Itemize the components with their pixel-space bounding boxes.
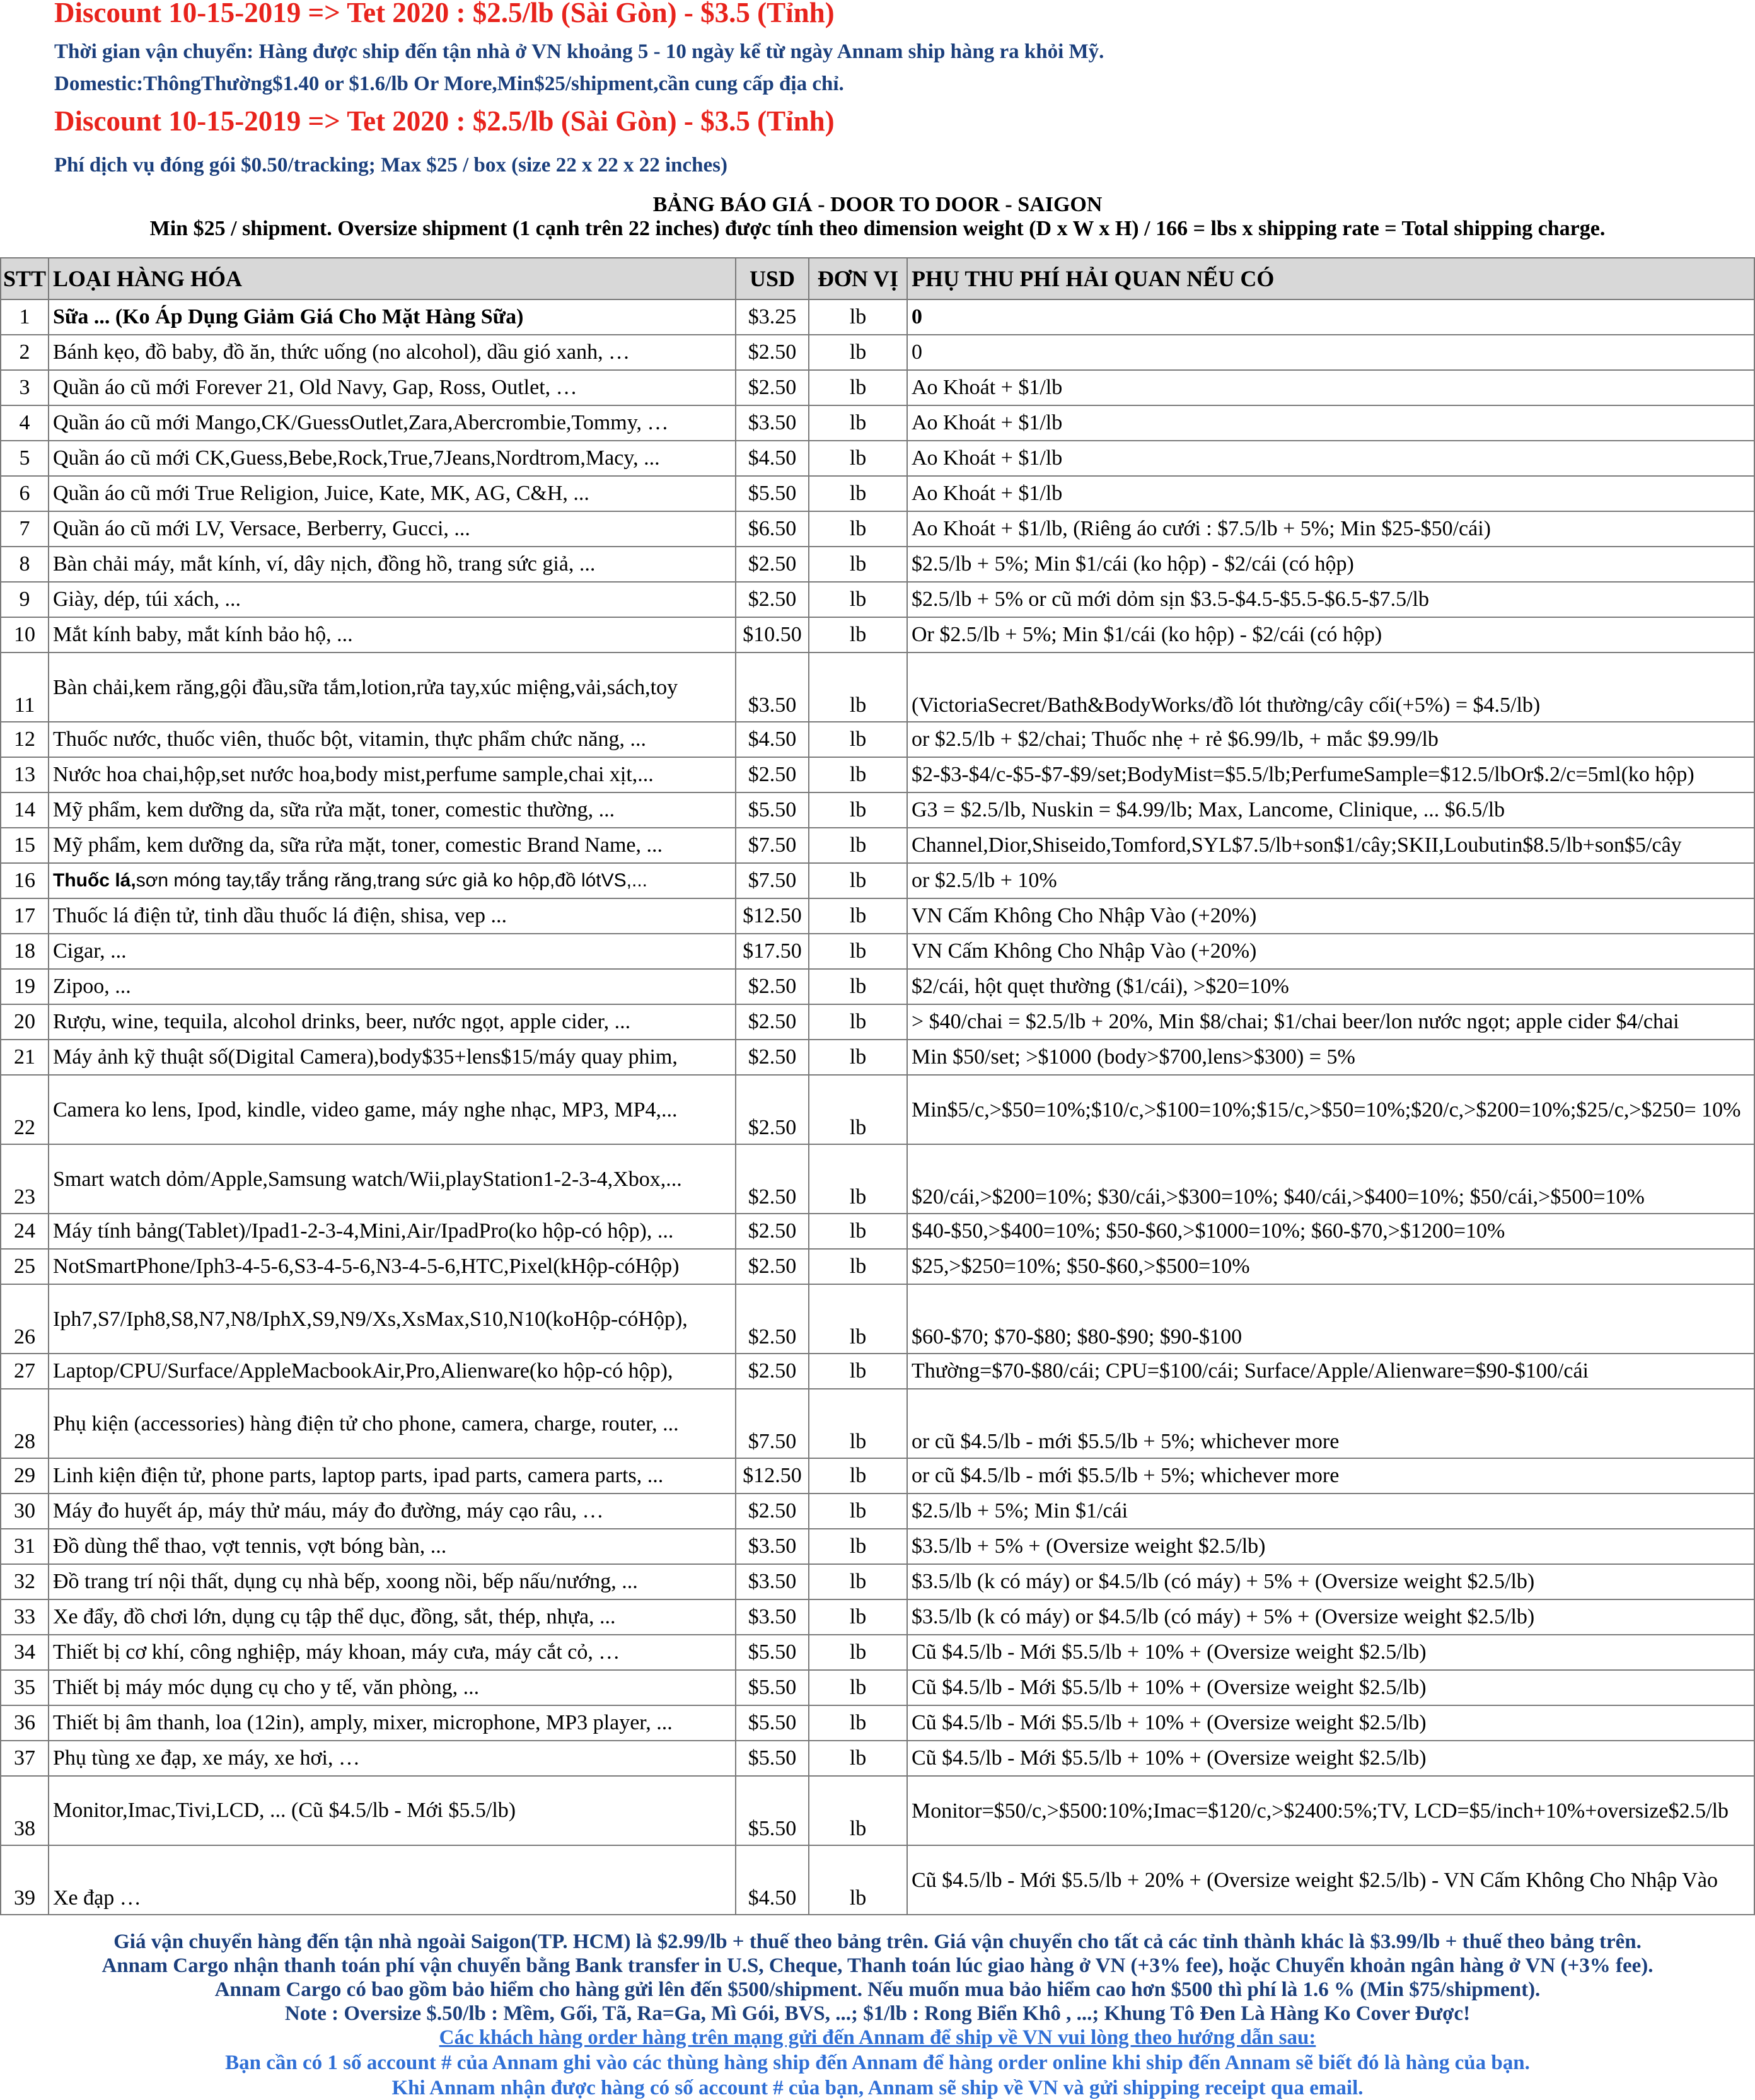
row-stt: 14 xyxy=(1,792,49,828)
row-usd: $3.50 xyxy=(736,1529,809,1564)
table-row xyxy=(1,1529,1754,1564)
footer-order-instructions-title: Các khách hàng order hàng trên mạng gửi đến Annam để ship về VN vui lòng theo hướng dẫn sau: xyxy=(439,2026,1316,2049)
row-surcharge: Ao Khoát + $1/lb, (Riêng áo cưới : $7.5/lb + 5%; Min $25-$50/cái) xyxy=(907,511,1754,547)
row-surcharge: Cũ $4.5/lb - Mới $5.5/lb + 10% + (Oversize weight $2.5/lb) xyxy=(907,1705,1754,1741)
column-header-item: LOẠI HÀNG HÓA xyxy=(49,258,736,299)
row-stt: 15 xyxy=(1,828,49,863)
row-item-rest: sơn móng tay,tẩy trắng răng,trang sức giả ko hộp,đồ lótVS,... xyxy=(136,870,647,891)
shipping-time-note: Thời gian vận chuyển: Hàng được ship đến tận nhà ở VN khoảng 5 - 10 ngày kể từ ngày Annam ship hàng ra khỏi Mỹ. xyxy=(54,40,1104,63)
row-usd: $3.50 xyxy=(736,1564,809,1599)
row-surcharge: $60-$70; $70-$80; $80-$90; $90-$100 xyxy=(907,1284,1754,1354)
row-usd: $2.50 xyxy=(736,1354,809,1389)
row-unit: lb xyxy=(809,1075,907,1144)
row-surcharge: 0 xyxy=(907,335,1754,370)
row-unit: lb xyxy=(809,828,907,863)
row-surcharge: $3.5/lb + 5% + (Oversize weight $2.5/lb) xyxy=(907,1529,1754,1564)
row-usd: $5.50 xyxy=(736,1776,809,1845)
table-row xyxy=(1,547,1754,582)
row-item: Sữa ... (Ko Áp Dụng Giảm Giá Cho Mặt Hàng Sữa) xyxy=(49,299,736,335)
row-item: Máy ảnh kỹ thuật số(Digital Camera),body$35+lens$15/máy quay phim, xyxy=(49,1040,736,1075)
oversize-note: Min $25 / shipment. Oversize shipment (1 cạnh trên 22 inches) được tính theo dimension weight (D x W x H) / 166 = lbs x shipping rate = Total shipping charge. xyxy=(149,217,1606,240)
row-stt: 10 xyxy=(1,617,49,653)
row-item: Quần áo cũ mới Forever 21, Old Navy, Gap, Ross, Outlet, … xyxy=(49,370,736,405)
row-usd: $7.50 xyxy=(736,828,809,863)
row-item: Xe đẩy, đồ chơi lớn, dụng cụ tập thể dục, đồng, sắt, thép, nhựa, ... xyxy=(49,1599,736,1635)
footer-payment-methods: Annam Cargo nhận thanh toán phí vận chuyển bằng Bank transfer in U.S, Cheque, Thanh toán lúc giao hàng ở VN (+3% fee), hoặc Chuyển khoản ngân hàng ở VN (+3% fee). xyxy=(101,1954,1654,1977)
row-stt: 31 xyxy=(1,1529,49,1564)
row-surcharge: $20/cái,>$200=10%; $30/cái,>$300=10%; $40/cái,>$400=10%; $50/cái,>$500=10% xyxy=(907,1144,1754,1214)
row-stt: 18 xyxy=(1,934,49,969)
row-unit: lb xyxy=(809,792,907,828)
row-item: Thuốc lá điện tử, tinh dầu thuốc lá điện, shisa, vep ... xyxy=(49,898,736,934)
row-surcharge: Cũ $4.5/lb - Mới $5.5/lb + 10% + (Oversize weight $2.5/lb) xyxy=(907,1670,1754,1705)
table-row xyxy=(1,1741,1754,1776)
row-unit: lb xyxy=(809,511,907,547)
row-unit: lb xyxy=(809,653,907,722)
discount-banner-second: Discount 10-15-2019 => Tet 2020 : $2.5/lb (Sài Gòn) - $3.5 (Tỉnh) xyxy=(54,105,835,137)
row-usd: $7.50 xyxy=(736,863,809,898)
table-row xyxy=(1,1040,1754,1075)
table-row xyxy=(1,1776,1754,1845)
row-stt: 21 xyxy=(1,1040,49,1075)
row-unit: lb xyxy=(809,1040,907,1075)
row-unit: lb xyxy=(809,1599,907,1635)
row-usd: $17.50 xyxy=(736,934,809,969)
row-item: Quần áo cũ mới Mango,CK/GuessOutlet,Zara,Abercrombie,Tommy, … xyxy=(49,405,736,441)
row-unit: lb xyxy=(809,757,907,792)
row-item: Thiết bị máy móc dụng cụ cho y tế, văn phòng, ... xyxy=(49,1670,736,1705)
row-item: NotSmartPhone/Iph3-4-5-6,S3-4-5-6,N3-4-5-6,HTC,Pixel(kHộp-cóHộp) xyxy=(49,1249,736,1284)
table-row xyxy=(1,617,1754,653)
row-surcharge: $25,>$250=10%; $50-$60,>$500=10% xyxy=(907,1249,1754,1284)
row-stt: 29 xyxy=(1,1458,49,1494)
row-usd: $2.50 xyxy=(736,582,809,617)
table-row xyxy=(1,1354,1754,1389)
table-row xyxy=(1,582,1754,617)
row-surcharge: Ao Khoát + $1/lb xyxy=(907,370,1754,405)
row-usd: $3.25 xyxy=(736,299,809,335)
row-item: Monitor,Imac,Tivi,LCD, ... (Cũ $4.5/lb - Mới $5.5/lb) xyxy=(49,1776,736,1845)
table-row xyxy=(1,1494,1754,1529)
row-surcharge: > $40/chai = $2.5/lb + 20%, Min $8/chai; $1/chai beer/lon nước ngọt; apple cider $4/chai xyxy=(907,1004,1754,1040)
row-usd: $12.50 xyxy=(736,1458,809,1494)
row-surcharge: $2.5/lb + 5%; Min $1/cái (ko hộp) - $2/cái (có hộp) xyxy=(907,547,1754,582)
row-unit: lb xyxy=(809,1845,907,1915)
row-stt: 16 xyxy=(1,863,49,898)
table-row xyxy=(1,299,1754,335)
row-stt: 20 xyxy=(1,1004,49,1040)
table-row xyxy=(1,1670,1754,1705)
row-item: Zipoo, ... xyxy=(49,969,736,1004)
row-surcharge: Monitor=$50/c,>$500:10%;Imac=$120/c,>$2400:5%;TV, LCD=$5/inch+10%+oversize$2.5/lb xyxy=(907,1776,1754,1845)
row-surcharge: Ao Khoát + $1/lb xyxy=(907,405,1754,441)
row-surcharge: 0 xyxy=(907,299,1754,335)
row-usd: $2.50 xyxy=(736,370,809,405)
row-surcharge: Thường=$70-$80/cái; CPU=$100/cái; Surface/Apple/Alienware=$90-$100/cái xyxy=(907,1354,1754,1389)
row-usd: $3.50 xyxy=(736,1599,809,1635)
row-usd: $2.50 xyxy=(736,1144,809,1214)
row-surcharge: $40-$50,>$400=10%; $50-$60,>$1000=10%; $60-$70,>$1200=10% xyxy=(907,1214,1754,1249)
row-stt: 23 xyxy=(1,1144,49,1214)
row-item xyxy=(49,863,736,898)
row-surcharge: $2.5/lb + 5%; Min $1/cái xyxy=(907,1494,1754,1529)
table-row xyxy=(1,405,1754,441)
table-row xyxy=(1,1389,1754,1458)
table-row xyxy=(1,1144,1754,1214)
table-row xyxy=(1,1845,1754,1915)
row-stt: 35 xyxy=(1,1670,49,1705)
table-row xyxy=(1,863,1754,898)
row-unit: lb xyxy=(809,1144,907,1214)
table-row xyxy=(1,969,1754,1004)
row-stt: 17 xyxy=(1,898,49,934)
row-unit: lb xyxy=(809,722,907,757)
row-unit: lb xyxy=(809,441,907,476)
row-item: Đồ dùng thể thao, vợt tennis, vợt bóng bàn, ... xyxy=(49,1529,736,1564)
table-row xyxy=(1,1564,1754,1599)
row-usd: $2.50 xyxy=(736,757,809,792)
row-usd: $2.50 xyxy=(736,1040,809,1075)
row-stt: 11 xyxy=(1,653,49,722)
row-unit: lb xyxy=(809,1635,907,1670)
row-unit: lb xyxy=(809,1249,907,1284)
row-item: Cigar, ... xyxy=(49,934,736,969)
row-item: Máy tính bảng(Tablet)/Ipad1-2-3-4,Mini,Air/IpadPro(ko hộp-có hộp), ... xyxy=(49,1214,736,1249)
table-row xyxy=(1,828,1754,863)
row-usd: $2.50 xyxy=(736,547,809,582)
row-surcharge: (VictoriaSecret/Bath&BodyWorks/đồ lót thường/cây cối(+5%) = $4.5/lb) xyxy=(907,653,1754,722)
row-surcharge: VN Cấm Không Cho Nhập Vào (+20%) xyxy=(907,898,1754,934)
row-stt: 25 xyxy=(1,1249,49,1284)
row-unit: lb xyxy=(809,1776,907,1845)
table-row xyxy=(1,792,1754,828)
row-surcharge: Cũ $4.5/lb - Mới $5.5/lb + 20% + (Oversize weight $2.5/lb) - VN Cấm Không Cho Nhập Vào xyxy=(907,1845,1754,1915)
column-header-unit: ĐƠN VỊ xyxy=(809,258,907,299)
footer-account-instruction: Bạn cần có 1 số account # của Annam ghi vào các thùng hàng ship đến Annam để hàng order online khi ship đến Annam sẽ biết đó là hàng của bạn. xyxy=(225,2051,1530,2074)
row-usd: $2.50 xyxy=(736,1494,809,1529)
table-row xyxy=(1,476,1754,511)
row-usd: $2.50 xyxy=(736,969,809,1004)
row-usd: $3.50 xyxy=(736,405,809,441)
table-row xyxy=(1,1249,1754,1284)
row-item: Bàn chải máy, mắt kính, ví, dây nịch, đồng hồ, trang sức giả, ... xyxy=(49,547,736,582)
row-item: Camera ko lens, Ipod, kindle, video game, máy nghe nhạc, MP3, MP4,... xyxy=(49,1075,736,1144)
table-row xyxy=(1,1004,1754,1040)
row-surcharge: Ao Khoát + $1/lb xyxy=(907,441,1754,476)
row-surcharge: or $2.5/lb + 10% xyxy=(907,863,1754,898)
table-row xyxy=(1,757,1754,792)
row-surcharge: $2.5/lb + 5% or cũ mới dỏm sịn $3.5-$4.5-$5.5-$6.5-$7.5/lb xyxy=(907,582,1754,617)
row-unit: lb xyxy=(809,1529,907,1564)
row-item: Mắt kính baby, mắt kính bảo hộ, ... xyxy=(49,617,736,653)
row-item: Thiết bị cơ khí, công nghiệp, máy khoan, máy cưa, máy cắt cỏ, … xyxy=(49,1635,736,1670)
row-stt: 12 xyxy=(1,722,49,757)
row-stt: 32 xyxy=(1,1564,49,1599)
row-unit: lb xyxy=(809,1354,907,1389)
row-usd: $5.50 xyxy=(736,1670,809,1705)
row-unit: lb xyxy=(809,934,907,969)
row-surcharge: Channel,Dior,Shiseido,Tomford,SYL$7.5/lb+son$1/cây;SKII,Loubutin$8.5/lb+son$5/cây xyxy=(907,828,1754,863)
row-unit: lb xyxy=(809,1458,907,1494)
table-row xyxy=(1,335,1754,370)
row-usd: $4.50 xyxy=(736,1845,809,1915)
row-unit: lb xyxy=(809,1670,907,1705)
row-stt: 39 xyxy=(1,1845,49,1915)
row-stt: 36 xyxy=(1,1705,49,1741)
row-usd: $4.50 xyxy=(736,722,809,757)
row-stt: 34 xyxy=(1,1635,49,1670)
row-usd: $10.50 xyxy=(736,617,809,653)
packing-fee-note: Phí dịch vụ đóng gói $0.50/tracking; Max $25 / box (size 22 x 22 x 22 inches) xyxy=(54,154,727,177)
row-stt: 30 xyxy=(1,1494,49,1529)
row-unit: lb xyxy=(809,863,907,898)
row-item: Smart watch dỏm/Apple,Samsung watch/Wii,playStation1-2-3-4,Xbox,... xyxy=(49,1144,736,1214)
row-usd: $2.50 xyxy=(736,1249,809,1284)
row-surcharge: Min$5/c,>$50=10%;$10/c,>$100=10%;$15/c,>$50=10%;$20/c,>$200=10%;$25/c,>$250= 10% xyxy=(907,1075,1754,1144)
table-row xyxy=(1,653,1754,722)
table-row xyxy=(1,511,1754,547)
row-stt: 27 xyxy=(1,1354,49,1389)
row-unit: lb xyxy=(809,1284,907,1354)
row-item: Quần áo cũ mới CK,Guess,Bebe,Rock,True,7Jeans,Nordtrom,Macy, ... xyxy=(49,441,736,476)
row-unit: lb xyxy=(809,969,907,1004)
row-unit: lb xyxy=(809,1004,907,1040)
row-surcharge: VN Cấm Không Cho Nhập Vào (+20%) xyxy=(907,934,1754,969)
column-header-surcharge: PHỤ THU PHÍ HẢI QUAN NẾU CÓ xyxy=(907,258,1754,299)
row-item: Quần áo cũ mới LV, Versace, Berberry, Gucci, ... xyxy=(49,511,736,547)
row-item: Phụ tùng xe đạp, xe máy, xe hơi, … xyxy=(49,1741,736,1776)
row-unit: lb xyxy=(809,370,907,405)
row-surcharge: $2-$3-$4/c-$5-$7-$9/set;BodyMist=$5.5/lb;PerfumeSample=$12.5/lbOr$.2/c=5ml(ko hộp) xyxy=(907,757,1754,792)
row-stt: 13 xyxy=(1,757,49,792)
row-item: Đồ trang trí nội thất, dụng cụ nhà bếp, xoong nồi, bếp nấu/nướng, ... xyxy=(49,1564,736,1599)
row-unit: lb xyxy=(809,898,907,934)
row-usd: $2.50 xyxy=(736,1214,809,1249)
table-row xyxy=(1,722,1754,757)
row-usd: $2.50 xyxy=(736,1075,809,1144)
domestic-rate-note: Domestic:ThôngThường$1.40 or $1.6/lb Or More,Min$25/shipment,cần cung cấp địa chỉ. xyxy=(54,73,844,95)
row-item-bold: Thuốc lá, xyxy=(53,870,136,891)
table-row xyxy=(1,898,1754,934)
row-usd: $5.50 xyxy=(736,1705,809,1741)
row-item: Rượu, wine, tequila, alcohol drinks, beer, nước ngọt, apple cider, ... xyxy=(49,1004,736,1040)
row-usd: $5.50 xyxy=(736,1635,809,1670)
row-usd: $5.50 xyxy=(736,476,809,511)
table-title: BẢNG BÁO GIÁ - DOOR TO DOOR - SAIGON xyxy=(652,193,1103,216)
table-header-row xyxy=(1,258,1754,299)
row-surcharge: $3.5/lb (k có máy) or $4.5/lb (có máy) + 5% + (Oversize weight $2.5/lb) xyxy=(907,1564,1754,1599)
row-unit: lb xyxy=(809,1389,907,1458)
row-usd: $2.50 xyxy=(736,1284,809,1354)
row-item: Thiết bị âm thanh, loa (12in), amply, mixer, microphone, MP3 player, ... xyxy=(49,1705,736,1741)
row-unit: lb xyxy=(809,582,907,617)
row-unit: lb xyxy=(809,1214,907,1249)
row-stt: 6 xyxy=(1,476,49,511)
row-item: Quần áo cũ mới True Religion, Juice, Kate, MK, AG, C&H, ... xyxy=(49,476,736,511)
row-item: Iph7,S7/Iph8,S8,N7,N8/IphX,S9,N9/Xs,XsMax,S10,N10(koHộp-cóHộp), xyxy=(49,1284,736,1354)
row-surcharge: or $2.5/lb + $2/chai; Thuốc nhẹ + rẻ $6.99/lb, + mắc $9.99/lb xyxy=(907,722,1754,757)
row-surcharge: Cũ $4.5/lb - Mới $5.5/lb + 10% + (Oversize weight $2.5/lb) xyxy=(907,1741,1754,1776)
row-stt: 9 xyxy=(1,582,49,617)
row-item: Bàn chải,kem răng,gội đầu,sữa tắm,lotion,rửa tay,xúc miệng,vải,sách,toy xyxy=(49,653,736,722)
table-row xyxy=(1,1635,1754,1670)
row-unit: lb xyxy=(809,547,907,582)
footer-oversize-note: Note : Oversize $.50/lb : Mềm, Gối, Tã, Ra=Ga, Mì Gói, BVS, ...; $1/lb : Rong Biển Khô , ...; Khung Tô Đen Là Hàng Ko Cover Được! xyxy=(284,2002,1471,2025)
row-stt: 5 xyxy=(1,441,49,476)
table-row xyxy=(1,934,1754,969)
row-usd: $5.50 xyxy=(736,1741,809,1776)
row-stt: 8 xyxy=(1,547,49,582)
table-row xyxy=(1,1458,1754,1494)
row-item: Phụ kiện (accessories) hàng điện tử cho phone, camera, charge, router, ... xyxy=(49,1389,736,1458)
row-stt: 28 xyxy=(1,1389,49,1458)
row-unit: lb xyxy=(809,335,907,370)
row-stt: 33 xyxy=(1,1599,49,1635)
footer-shipping-rates: Giá vận chuyển hàng đến tận nhà ngoài Saigon(TP. HCM) là $2.99/lb + thuế theo bảng trên. Giá vận chuyển cho tất cả các tỉnh thành khác là $3.99/lb + thuế theo bảng trên. xyxy=(113,1930,1642,1953)
row-stt: 24 xyxy=(1,1214,49,1249)
table-row xyxy=(1,1599,1754,1635)
price-table xyxy=(0,257,1755,1915)
table-row xyxy=(1,1075,1754,1144)
row-stt: 22 xyxy=(1,1075,49,1144)
row-stt: 38 xyxy=(1,1776,49,1845)
row-unit: lb xyxy=(809,476,907,511)
row-item: Xe đạp … xyxy=(49,1845,736,1915)
row-surcharge: $3.5/lb (k có máy) or $4.5/lb (có máy) + 5% + (Oversize weight $2.5/lb) xyxy=(907,1599,1754,1635)
row-item: Mỹ phẩm, kem dưỡng da, sữa rửa mặt, toner, comestic thường, ... xyxy=(49,792,736,828)
row-unit: lb xyxy=(809,1494,907,1529)
row-surcharge: Ao Khoát + $1/lb xyxy=(907,476,1754,511)
row-item: Mỹ phẩm, kem dưỡng da, sữa rửa mặt, toner, comestic Brand Name, ... xyxy=(49,828,736,863)
row-unit: lb xyxy=(809,1705,907,1741)
row-item: Giày, dép, túi xách, ... xyxy=(49,582,736,617)
row-stt: 1 xyxy=(1,299,49,335)
row-surcharge: or cũ $4.5/lb - mới $5.5/lb + 5%; whichever more xyxy=(907,1389,1754,1458)
row-usd: $2.50 xyxy=(736,335,809,370)
row-stt: 4 xyxy=(1,405,49,441)
row-unit: lb xyxy=(809,617,907,653)
row-item: Laptop/CPU/Surface/AppleMacbookAir,Pro,Alienware(ko hộp-có hộp), xyxy=(49,1354,736,1389)
table-row xyxy=(1,1284,1754,1354)
row-unit: lb xyxy=(809,405,907,441)
row-usd: $6.50 xyxy=(736,511,809,547)
row-usd: $3.50 xyxy=(736,653,809,722)
column-header-usd: USD xyxy=(736,258,809,299)
row-usd: $7.50 xyxy=(736,1389,809,1458)
row-unit: lb xyxy=(809,299,907,335)
row-surcharge: Cũ $4.5/lb - Mới $5.5/lb + 10% + (Oversize weight $2.5/lb) xyxy=(907,1635,1754,1670)
row-stt: 37 xyxy=(1,1741,49,1776)
footer-receipt-instruction: Khi Annam nhận được hàng có số account # của bạn, Annam sẽ ship về VN và gửi shipping receipt qua email. xyxy=(391,2077,1364,2099)
row-unit: lb xyxy=(809,1564,907,1599)
table-row xyxy=(1,1214,1754,1249)
row-surcharge: or cũ $4.5/lb - mới $5.5/lb + 5%; whichever more xyxy=(907,1458,1754,1494)
discount-banner-top: Discount 10-15-2019 => Tet 2020 : $2.5/lb (Sài Gòn) - $3.5 (Tỉnh) xyxy=(54,0,835,28)
row-item: Linh kiện điện tử, phone parts, laptop parts, ipad parts, camera parts, ... xyxy=(49,1458,736,1494)
row-usd: $4.50 xyxy=(736,441,809,476)
table-row xyxy=(1,370,1754,405)
row-stt: 26 xyxy=(1,1284,49,1354)
row-item: Máy đo huyết áp, máy thử máu, máy đo đường, máy cạo râu, … xyxy=(49,1494,736,1529)
table-row xyxy=(1,441,1754,476)
row-usd: $12.50 xyxy=(736,898,809,934)
row-item: Nước hoa chai,hộp,set nước hoa,body mist,perfume sample,chai xịt,... xyxy=(49,757,736,792)
row-unit: lb xyxy=(809,1741,907,1776)
row-item: Thuốc nước, thuốc viên, thuốc bột, vitamin, thực phẩm chức năng, ... xyxy=(49,722,736,757)
row-stt: 7 xyxy=(1,511,49,547)
row-usd: $5.50 xyxy=(736,792,809,828)
row-stt: 2 xyxy=(1,335,49,370)
row-surcharge: Min $50/set; >$1000 (body>$700,lens>$300) = 5% xyxy=(907,1040,1754,1075)
row-stt: 3 xyxy=(1,370,49,405)
footer-insurance: Annam Cargo có bao gồm bảo hiểm cho hàng gửi lên đến $500/shipment. Nếu muốn mua bảo hiểm cao hơn $500 thì phí là 1.6 % (Min $75/shipment). xyxy=(214,1978,1541,2001)
row-surcharge: Or $2.5/lb + 5%; Min $1/cái (ko hộp) - $2/cái (có hộp) xyxy=(907,617,1754,653)
column-header-stt: STT xyxy=(1,258,49,299)
row-surcharge: $2/cái, hột quẹt thường ($1/cái), >$20=10% xyxy=(907,969,1754,1004)
row-item: Bánh kẹo, đồ baby, đồ ăn, thức uống (no alcohol), dầu gió xanh, … xyxy=(49,335,736,370)
row-stt: 19 xyxy=(1,969,49,1004)
table-row xyxy=(1,1705,1754,1741)
row-surcharge: G3 = $2.5/lb, Nuskin = $4.99/lb; Max, Lancome, Clinique, ... $6.5/lb xyxy=(907,792,1754,828)
row-usd: $2.50 xyxy=(736,1004,809,1040)
